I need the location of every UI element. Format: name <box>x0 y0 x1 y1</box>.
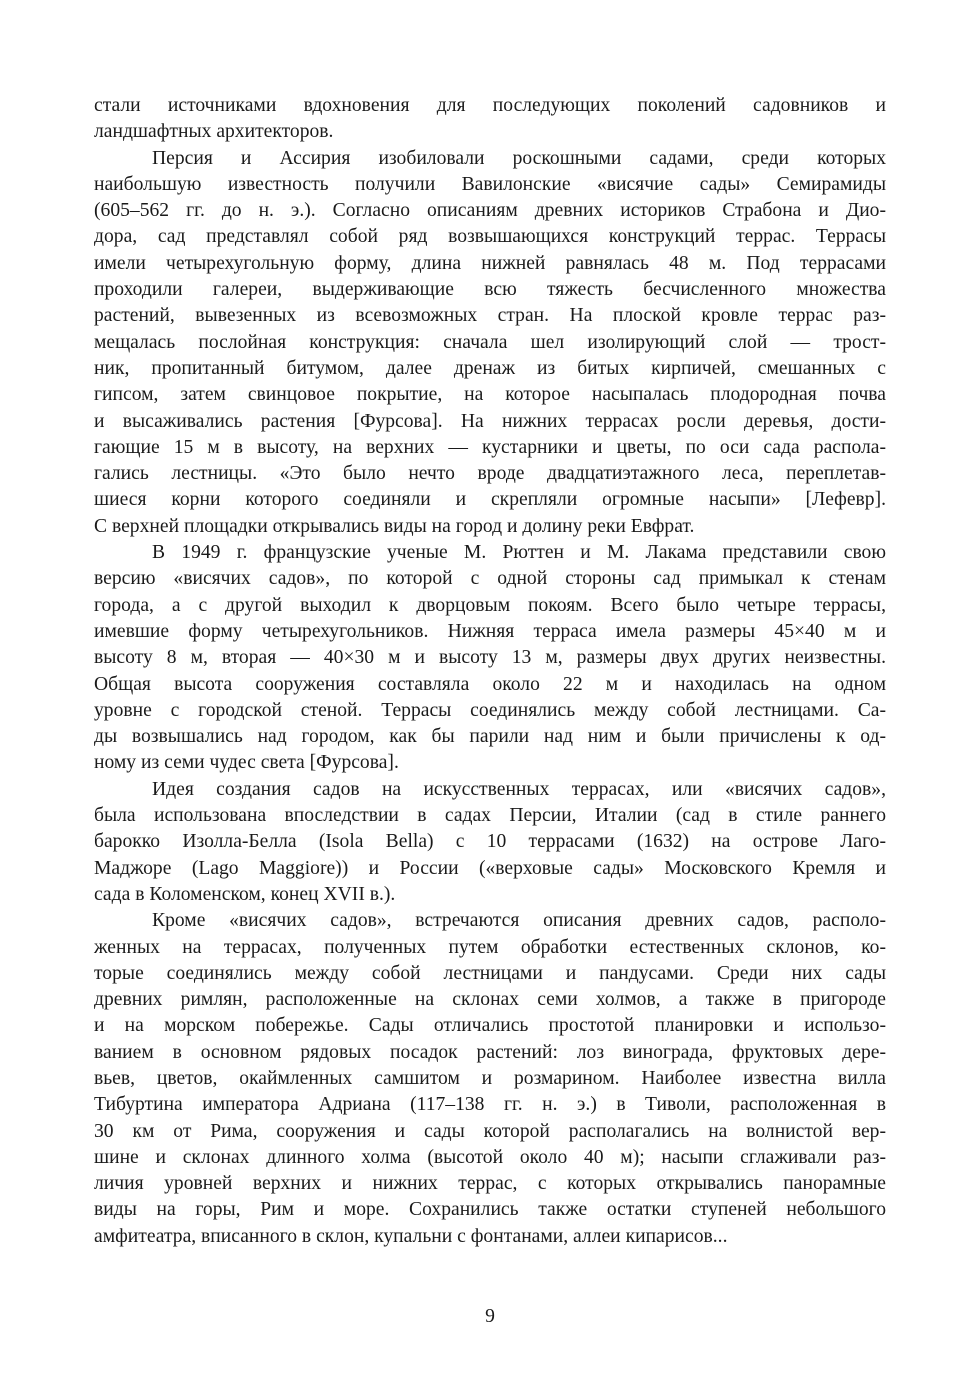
text-line: ды возвышались над городом, как бы парили над ним и были причислены к од- <box>94 726 886 748</box>
text-line: шине и склонах длинного холма (высотой около 40 м); насыпи сглаживали раз- <box>94 1146 886 1168</box>
paragraph <box>94 908 886 1250</box>
text-line: вьев, цветов, окаймленных самшитом и розмарином. Наиболее известна вилла <box>94 1067 886 1089</box>
text-line: имевшие форму четырехугольников. Нижняя терраса имела размеры 45×40 м и <box>94 620 886 642</box>
text-line: шиеся корни которого соединяли и скрепляли огромные насыпи» [Лефевр]. <box>94 489 886 511</box>
text-line: женных на террасах, полученных путем обработки естественных склонов, ко- <box>94 936 886 958</box>
paragraph <box>94 777 886 908</box>
text-line: наибольшую известность получили Вавилонские «висячие сады» Семирамиды <box>94 173 886 195</box>
text-line: была использована впоследствии в садах Персии, Италии (сад в стиле раннего <box>94 805 886 827</box>
text-line: В 1949 г. французские ученые М. Рюттен и М. Лакама представили свою <box>152 542 886 564</box>
text-line: дора, сад представлял собой ряд возвышающихся конструкций террас. Террасы <box>94 226 886 248</box>
text-line: Тибуртина императора Адриана (117–138 гг. н. э.) в Тиволи, расположенная в <box>94 1094 886 1116</box>
text-line: торые соединялись между собой лестницами и пандусами. Среди них сады <box>94 962 886 984</box>
text-line: барокко Изолла-Белла (Isola Bella) с 10 террасами (1632) на острове Лаго- <box>94 831 886 853</box>
paragraph <box>94 540 886 777</box>
body-text <box>94 93 886 1250</box>
text-line: амфитеатра, вписанного в склон, купальни с фонтанами, аллеи кипарисов... <box>94 1225 728 1247</box>
text-line: растений, вывезенных из всевозможных стран. На плоской кровле террас раз- <box>94 305 886 327</box>
text-line: виды на горы, Рим и море. Сохранились также остатки ступеней небольшого <box>94 1199 886 1221</box>
text-line: личия уровней верхних и нижних террас, с которых открывались панорамные <box>94 1173 886 1195</box>
text-line: Кроме «висячих садов», встречаются описания древних садов, располо- <box>152 910 886 932</box>
text-line: 30 км от Рима, сооружения и сады которой располагались на волнистой вер- <box>94 1120 886 1142</box>
text-line: ник, пропитанный битумом, далее дренаж из битых кирпичей, смешанных с <box>94 357 886 379</box>
text-line: древних римлян, расположенные на склонах семи холмов, а также в пригороде <box>94 989 886 1011</box>
text-line: С верхней площадки открывались виды на город и долину реки Евфрат. <box>94 515 695 537</box>
text-line: гающие 15 м в высоту, на верхних — кустарники и цветы, по оси сада распола- <box>94 436 886 458</box>
text-line: гипсом, затем свинцовое покрытие, на которое насыпалась плодородная почва <box>94 384 886 406</box>
text-line: гались лестницы. «Это было нечто вроде двадцатиэтажного леса, переплетав- <box>94 463 886 485</box>
text-line: проходили галереи, выдерживающие всю тяжесть бесчисленного множества <box>94 279 886 301</box>
text-line: и высаживались растения [Фурсова]. На нижних террасах росли деревья, дости- <box>94 410 886 432</box>
text-line: Персия и Ассирия изобиловали роскошными садами, среди которых <box>152 147 886 169</box>
text-line: (605–562 гг. до н. э.). Согласно описаниям древних историков Страбона и Дио- <box>94 200 886 222</box>
text-line: сада в Коломенском, конец XVII в.). <box>94 883 396 905</box>
text-line: мещалась послойная конструкция: сначала шел изолирующий слой — трост- <box>94 331 886 353</box>
text-line: ландшафтных архитекторов. <box>94 121 334 143</box>
text-line: Общая высота сооружения составляла около 22 м и находилась на одном <box>94 673 886 695</box>
text-line: города, а с другой выходил к дворцовым покоям. Всего было четыре террасы, <box>94 594 886 616</box>
text-line: уровне с городской стеной. Террасы соединялись между собой лестницами. Са- <box>94 699 886 721</box>
text-line: версию «висячих садов», по которой с одной стороны сад примыкал к стенам <box>94 568 886 590</box>
text-line: и на морском побережье. Сады отличались простотой планировки и использо- <box>94 1015 886 1037</box>
text-line: Маджоре (Lago Maggiore)) и России («верховые сады» Московского Кремля и <box>94 857 886 879</box>
page-number: 9 <box>485 1306 495 1327</box>
text-line: Идея создания садов на искусственных террасах, или «висячих садов», <box>152 778 886 800</box>
text-line: ванием в основном рядовых посадок растений: лоз винограда, фруктовых дере- <box>94 1041 886 1063</box>
text-line: ному из семи чудес света [Фурсова]. <box>94 752 399 774</box>
text-line: высоту 8 м, вторая — 40×30 м и высоту 13 м, размеры двух других неизвестны. <box>94 647 886 669</box>
text-line: стали источниками вдохновения для последующих поколений садовников и <box>94 95 886 116</box>
paragraph <box>94 93 886 146</box>
paragraph <box>94 146 886 540</box>
text-line: имели четырехугольную форму, длина нижней равнялась 48 м. Под террасами <box>94 252 886 274</box>
